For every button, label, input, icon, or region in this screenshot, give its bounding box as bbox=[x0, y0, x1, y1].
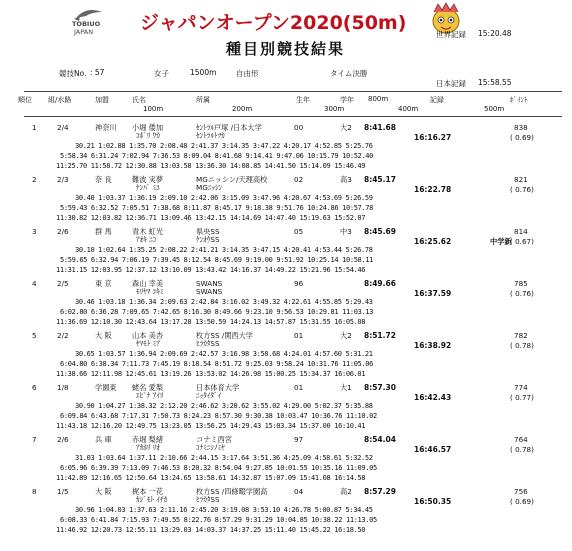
result-grade: 大2 bbox=[340, 123, 352, 132]
result-points-sub: ( 0.69) bbox=[510, 497, 534, 506]
result-name: 難波 実夢 bbox=[132, 175, 164, 184]
result-splits-line: 6:04.80 6:38.34 7:11.73 7:45.19 8:18.54 8:51.72 9:25.03 9:58.24 10:31.76 11:05.06 bbox=[60, 360, 374, 368]
col-rank: 順位 bbox=[18, 96, 32, 104]
result-splits-line: 6:05.96 6:39.39 7:13.09 7:46.53 8:20.32 8:54.04 9:27.85 10:01.55 10:35.16 11:09.05 bbox=[60, 464, 377, 472]
col-800m: 800m bbox=[368, 95, 389, 103]
result-team-kana: SWANS bbox=[196, 287, 223, 296]
result-splits-line: 6:08.33 6:41.84 7:15.93 7:49.55 8:22.76 8:57.29 9:31.29 10:04.85 10:38.22 11:13.05 bbox=[60, 516, 377, 524]
result-splits-line: 30.65 1:03.57 1:36.94 2:09.69 2:42.57 3:16.98 3:50.68 4:24.01 4:57.60 5:31.21 bbox=[75, 350, 373, 358]
result-team: SWANS bbox=[196, 279, 223, 288]
result-grade: 大2 bbox=[340, 331, 352, 340]
result-points-sub: ( 0.69) bbox=[510, 133, 534, 142]
page-title: ジャパンオープン2020(50m) bbox=[140, 12, 407, 34]
logo-text-top: TOBIUO bbox=[72, 20, 101, 28]
result-team: コナミ西宮 bbox=[196, 435, 232, 444]
result-final-time: 16:16.27 bbox=[414, 133, 452, 142]
result-year: 04 bbox=[294, 487, 304, 496]
result-splits-line: 30.40 1:03.37 1:36.19 2:09.10 2:42.06 3:15.09 3:47.96 4:20.67 4:53.69 5:26.59 bbox=[75, 194, 373, 202]
result-splits-line: 11:31.15 12:03.95 12:37.12 13:10.09 13:43.42 14:16.37 14:49.22 15:21.96 15:54.46 bbox=[56, 266, 366, 274]
result-name-kana: ﾅﾝﾊﾞ ﾐﾕ bbox=[136, 183, 160, 192]
result-points: 838 bbox=[514, 123, 528, 132]
col-200m: 200m bbox=[232, 105, 253, 113]
result-splits-line: 11:36.69 12:10.30 12:43.64 13:17.28 13:50.59 14:24.13 14:57.87 15:31.55 16:05.08 bbox=[56, 318, 366, 326]
result-points-sub: ( 0.78) bbox=[510, 445, 534, 454]
result-team: 県央SS bbox=[196, 227, 220, 236]
result-splits-line: 11:38.66 12:11.98 12:45.61 13:19.26 13:53.02 14:26.98 15:00.25 15:34.37 16:06.01 bbox=[56, 370, 366, 378]
result-rank: 8 bbox=[32, 487, 37, 496]
result-rank: 2 bbox=[32, 175, 37, 184]
result-points-sub: ( 0.67) bbox=[510, 237, 534, 246]
result-points-sub: ( 0.76) bbox=[510, 185, 534, 194]
result-year: 00 bbox=[294, 123, 304, 132]
result-grade: 中3 bbox=[340, 227, 352, 236]
result-final-time: 16:25.62 bbox=[414, 237, 452, 246]
result-team-kana: ｹﾝｵｳSS bbox=[196, 235, 220, 244]
result-splits-line: 11:43.18 12:16.20 12:49.75 13:23.05 13:56.25 14:29.43 15:03.34 15:37.00 16:10.41 bbox=[56, 422, 366, 430]
japan-record-value: 15:58.55 bbox=[478, 78, 512, 87]
result-splits-line: 5:59.43 6:32.52 7:05.51 7:38.68 8:11.87 8:45.17 9:18.38 9:51.76 10:24.86 10:57.78 bbox=[60, 204, 374, 212]
result-name: 森山 幸美 bbox=[132, 279, 164, 288]
result-grade: 大1 bbox=[340, 383, 352, 392]
result-pref: 神奈川 bbox=[95, 123, 117, 132]
result-grade: 高2 bbox=[340, 487, 352, 496]
result-splits-line: 6:09.84 6:43.68 7:17.31 7:50.73 8:24.23 8:57.30 9:30.38 10:03.47 10:36.76 11:10.02 bbox=[60, 412, 377, 420]
event-round: タイム決勝 bbox=[330, 69, 368, 78]
result-rank: 5 bbox=[32, 331, 37, 340]
result-split-800: 8:54.04 bbox=[364, 435, 396, 444]
event-distance: 1500m bbox=[190, 68, 217, 77]
result-points: 782 bbox=[514, 331, 528, 340]
col-grade: 学年 bbox=[340, 96, 354, 104]
result-splits-line: 11:25.70 11:58.72 12:30.88 13:03.58 13:36.30 14:08.85 14:41.50 15:14.09 15:46.49 bbox=[56, 162, 366, 170]
result-name: 梶本 一花 bbox=[132, 487, 164, 496]
result-pref: 大 阪 bbox=[95, 487, 112, 496]
result-heat-lane: 1/5 bbox=[57, 487, 69, 496]
result-splits-line: 11:42.89 12:16.65 12:50.64 13:24.65 13:58.61 14:32.87 15:07.09 15:41.08 16:14.58 bbox=[56, 474, 366, 482]
col-heat-lane: 組/水路 bbox=[48, 96, 72, 104]
world-record-label: 世界記録 bbox=[436, 30, 466, 39]
result-final-time: 16:38.92 bbox=[414, 341, 452, 350]
result-splits-line: 6:02.80 6:36.28 7:09.65 7:42.65 8:16.30 8:49.66 9:23.10 9:56.53 10:29.81 11:03.13 bbox=[60, 308, 374, 316]
result-pref: 群 馬 bbox=[95, 227, 112, 236]
result-points-sub: ( 0.76) bbox=[510, 289, 534, 298]
japan-record-label: 日本記録 bbox=[436, 79, 466, 88]
result-final-time: 16:50.35 bbox=[414, 497, 452, 506]
result-splits-line: 5:58.34 6:31.24 7:02.94 7:36.53 8:09.04 8:41.68 9:14.41 9:47.06 10:15.79 10:52.40 bbox=[60, 152, 374, 160]
result-rank: 1 bbox=[32, 123, 37, 132]
result-splits-line: 30.10 1:02.64 1:35.25 2:08.22 2:41.21 3:14.35 3:47.15 4:20.41 4:53.44 5:26.78 bbox=[75, 246, 373, 254]
result-points: 814 bbox=[514, 227, 528, 236]
result-splits-line: 31.03 1:03.64 1:37.11 2:10.66 2:44.15 3:17.64 3:51.36 4:25.09 4:58.61 5:32.52 bbox=[75, 454, 373, 462]
result-team-kana: ﾆｯﾀｲﾀﾞｲ bbox=[196, 391, 222, 400]
result-splits-line: 5:59.65 6:32.94 7:06.19 7:39.45 8:12.54 8:45.69 9:19.00 9:51.92 10:25.14 10:58.11 bbox=[60, 256, 374, 264]
event-gender: 女子 bbox=[154, 69, 169, 78]
col-points: ﾎﾟｲﾝﾄ bbox=[510, 96, 528, 104]
header-rule-top bbox=[24, 91, 562, 92]
result-points: 785 bbox=[514, 279, 528, 288]
result-name: 青木 虹光 bbox=[132, 227, 164, 236]
result-grade: 高3 bbox=[340, 175, 352, 184]
result-split-800: 8:45.17 bbox=[364, 175, 396, 184]
col-record: 記録 bbox=[430, 96, 444, 104]
result-split-800: 8:41.68 bbox=[364, 123, 396, 132]
result-name-kana: ｶｼﾞﾓﾄ ｲﾁｶ bbox=[136, 495, 168, 504]
result-team: 枚方SS /四條畷学園高 bbox=[196, 487, 268, 496]
col-pref: 加盟 bbox=[95, 96, 109, 104]
result-team: 日本体育大学 bbox=[196, 383, 240, 392]
result-splits-line: 11:30.82 12:03.82 12:36.71 13:09.46 13:42.15 14:14.69 14:47.40 15:19.63 15:52.07 bbox=[56, 214, 366, 222]
tobiuo-japan-logo bbox=[72, 6, 106, 36]
result-name-kana: ｱｶﾎﾘ ﾘｵ bbox=[136, 443, 160, 452]
result-splits-line: 30.90 1:04.27 1:38.32 2:12.20 2:46.62 3:20.62 3:55.02 4:29.00 5:02.37 5:35.88 bbox=[75, 402, 373, 410]
result-pref: 東 京 bbox=[95, 279, 112, 288]
result-final-time: 16:37.59 bbox=[414, 289, 452, 298]
result-note: 中学新 bbox=[490, 237, 512, 246]
result-points-sub: ( 0.78) bbox=[510, 341, 534, 350]
result-heat-lane: 1/8 bbox=[57, 383, 69, 392]
logo-text-bottom: JAPAN bbox=[74, 28, 94, 36]
result-split-800: 8:45.69 bbox=[364, 227, 396, 236]
result-split-800: 8:51.72 bbox=[364, 331, 396, 340]
result-year: 97 bbox=[294, 435, 304, 444]
result-final-time: 16:46.57 bbox=[414, 445, 452, 454]
result-pref: 大 阪 bbox=[95, 331, 112, 340]
result-name: 赤堀 梨緒 bbox=[132, 435, 164, 444]
col-300m: 300m bbox=[324, 105, 345, 113]
result-rank: 6 bbox=[32, 383, 37, 392]
result-name: 山本 美杏 bbox=[132, 331, 164, 340]
event-no-value: : 57 bbox=[90, 68, 105, 77]
result-name-kana: ｺﾎﾞﾘ ﾜｶ bbox=[136, 131, 160, 140]
result-final-time: 16:22.78 bbox=[414, 185, 452, 194]
result-pref: 奈 良 bbox=[95, 175, 112, 184]
result-splits-line: 30.46 1:03.18 1:36.34 2:09.63 2:42.84 3:16.02 3:49.32 4:22.61 4:55.85 5:29.43 bbox=[75, 298, 373, 306]
result-heat-lane: 2/2 bbox=[57, 331, 69, 340]
result-heat-lane: 2/6 bbox=[57, 227, 69, 236]
event-no-label: 競技No. bbox=[59, 69, 87, 78]
result-rank: 3 bbox=[32, 227, 37, 236]
result-name-kana: ﾔﾏﾓﾄ ﾐｱ bbox=[136, 339, 160, 348]
world-record-value: 15:20.48 bbox=[478, 29, 512, 38]
result-name-kana: ｱｵｷ ﾆｺ bbox=[136, 235, 157, 244]
event-stroke: 自由形 bbox=[236, 69, 259, 78]
result-name-kana: ﾓﾘﾔﾏ ﾕｷﾐ bbox=[136, 287, 164, 296]
result-points: 756 bbox=[514, 487, 528, 496]
result-splits-line: 30.96 1:04.03 1:37.63 2:11.16 2:45.20 3:19.08 3:53.10 4:26.78 5:00.87 5:34.45 bbox=[75, 506, 373, 514]
result-team: MGニッシン/天理高校 bbox=[196, 175, 268, 184]
result-year: 96 bbox=[294, 279, 304, 288]
page-subtitle: 種目別競技結果 bbox=[226, 40, 346, 58]
header-rule-bottom bbox=[24, 116, 562, 117]
result-year: 01 bbox=[294, 383, 304, 392]
col-team: 所属 bbox=[196, 96, 210, 104]
col-year: 生年 bbox=[296, 96, 310, 104]
result-name-kana: ｴﾋﾞﾅ ｱｲﾘ bbox=[136, 391, 164, 400]
result-heat-lane: 2/4 bbox=[57, 123, 69, 132]
col-100m: 100m bbox=[143, 105, 164, 113]
result-splits-line: 30.21 1:02.88 1:35.70 2:08.48 2:41.37 3:14.35 3:47.22 4:20.17 4:52.85 5:25.76 bbox=[75, 142, 373, 150]
result-points: 764 bbox=[514, 435, 528, 444]
result-split-800: 8:57.29 bbox=[364, 487, 396, 496]
result-year: 01 bbox=[294, 331, 304, 340]
result-split-800: 8:49.66 bbox=[364, 279, 396, 288]
result-name: 小堀 倭加 bbox=[132, 123, 164, 132]
result-heat-lane: 2/3 bbox=[57, 175, 69, 184]
result-year: 05 bbox=[294, 227, 304, 236]
result-splits-line: 11:46.92 12:20.73 12:55.11 13:29.03 14:03.37 14:37.25 15:11.40 15:45.22 16:18.50 bbox=[56, 526, 366, 534]
result-heat-lane: 2/5 bbox=[57, 279, 69, 288]
result-team-kana: MGﾆｯｼﾝ bbox=[196, 183, 223, 192]
col-name: 氏名 bbox=[132, 96, 146, 104]
col-400m: 400m bbox=[398, 105, 419, 113]
result-points: 774 bbox=[514, 383, 528, 392]
result-year: 02 bbox=[294, 175, 304, 184]
result-split-800: 8:57.30 bbox=[364, 383, 396, 392]
result-rank: 7 bbox=[32, 435, 37, 444]
result-team-kana: ｾﾝﾄﾗﾙﾄﾂｶ bbox=[196, 131, 225, 140]
col-500m: 500m bbox=[484, 105, 505, 113]
result-team: 枚方SS /関西大学 bbox=[196, 331, 253, 340]
result-rank: 4 bbox=[32, 279, 37, 288]
result-team-kana: ﾋﾗｶﾀSS bbox=[196, 339, 220, 348]
result-team-kana: ｺﾅﾐﾆｼﾉﾐﾔ bbox=[196, 443, 225, 452]
result-pref: 学園東 bbox=[95, 383, 117, 392]
result-points: 821 bbox=[514, 175, 528, 184]
result-final-time: 16:42.43 bbox=[414, 393, 452, 402]
result-pref: 兵 庫 bbox=[95, 435, 112, 444]
result-team: ｾﾝﾄﾗﾙ戸塚 /日本大学 bbox=[196, 123, 262, 132]
result-team-kana: ﾋﾗｶﾀSS bbox=[196, 495, 220, 504]
result-points-sub: ( 0.77) bbox=[510, 393, 534, 402]
result-heat-lane: 2/6 bbox=[57, 435, 69, 444]
result-name: 蛯名 愛梨 bbox=[132, 383, 164, 392]
